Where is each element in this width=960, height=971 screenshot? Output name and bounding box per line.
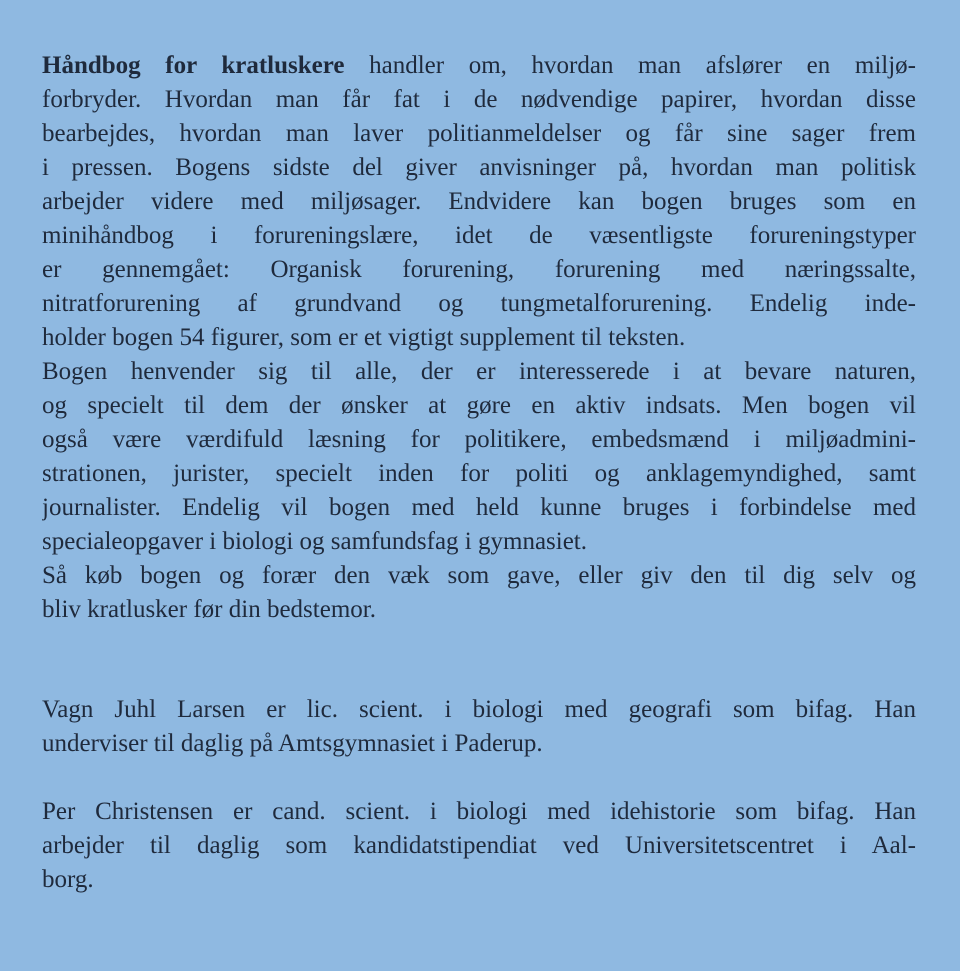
description-line: Håndbog for kratluskere handler om, hvordan man afslører en miljø- [42, 52, 916, 79]
description-line: og specielt til dem der ønsker at gøre en aktiv indsats. Men bogen vil [42, 392, 916, 419]
description-line: bearbejdes, hvordan man laver politianmeldelser og får sine sager frem [42, 120, 916, 147]
author-bio-line: Per Christensen er cand. scient. i biologi med idehistorie som bifag. Han [42, 798, 916, 825]
book-title: Håndbog for kratluskere [42, 52, 345, 79]
author-bio-vagn-juhl-larsen [42, 693, 916, 761]
description-line: holder bogen 54 figurer, som er et vigtigt supplement til teksten. [42, 324, 686, 351]
author-bio-line: Vagn Juhl Larsen er lic. scient. i biologi med geografi som bifag. Han [42, 696, 916, 723]
author-bio-line: borg. [42, 866, 94, 893]
description-line: minihåndbog i forureningslære, idet de væsentligste forureningstyper [42, 222, 916, 249]
description-line: i pressen. Bogens sidste del giver anvisninger på, hvordan man politisk [42, 154, 916, 181]
description-line: også være værdifuld læsning for politikere, embedsmænd i miljøadmini- [42, 426, 916, 453]
description-line: arbejder videre med miljøsager. Endvidere kan bogen bruges som en [42, 188, 916, 215]
author-bio-line: underviser til daglig på Amtsgymnasiet i Paderup. [42, 730, 543, 757]
description-line: forbryder. Hvordan man får fat i de nødvendige papirer, hvordan disse [42, 86, 916, 113]
description-line: strationen, jurister, specielt inden for politi og anklagemyndighed, samt [42, 460, 916, 487]
description-line: Så køb bogen og forær den væk som gave, eller giv den til dig selv og [42, 562, 916, 589]
description-line: er gennemgået: Organisk forurening, forurening med næringssalte, [42, 256, 916, 283]
book-description [42, 49, 916, 627]
description-line: specialeopgaver i biologi og samfundsfag i gymnasiet. [42, 528, 588, 555]
author-bio-per-christensen [42, 795, 916, 897]
description-line: bliv kratlusker før din bedstemor. [42, 596, 376, 623]
description-line: nitratforurening af grundvand og tungmetalforurening. Endelig inde- [42, 290, 916, 317]
description-line: journalister. Endelig vil bogen med held kunne bruges i forbindelse med [42, 494, 916, 521]
author-bio-line: arbejder til daglig som kandidatstipendiat ved Universitetscentret i Aal- [42, 832, 916, 859]
description-line: Bogen henvender sig til alle, der er interesserede i at bevare naturen, [42, 358, 916, 385]
